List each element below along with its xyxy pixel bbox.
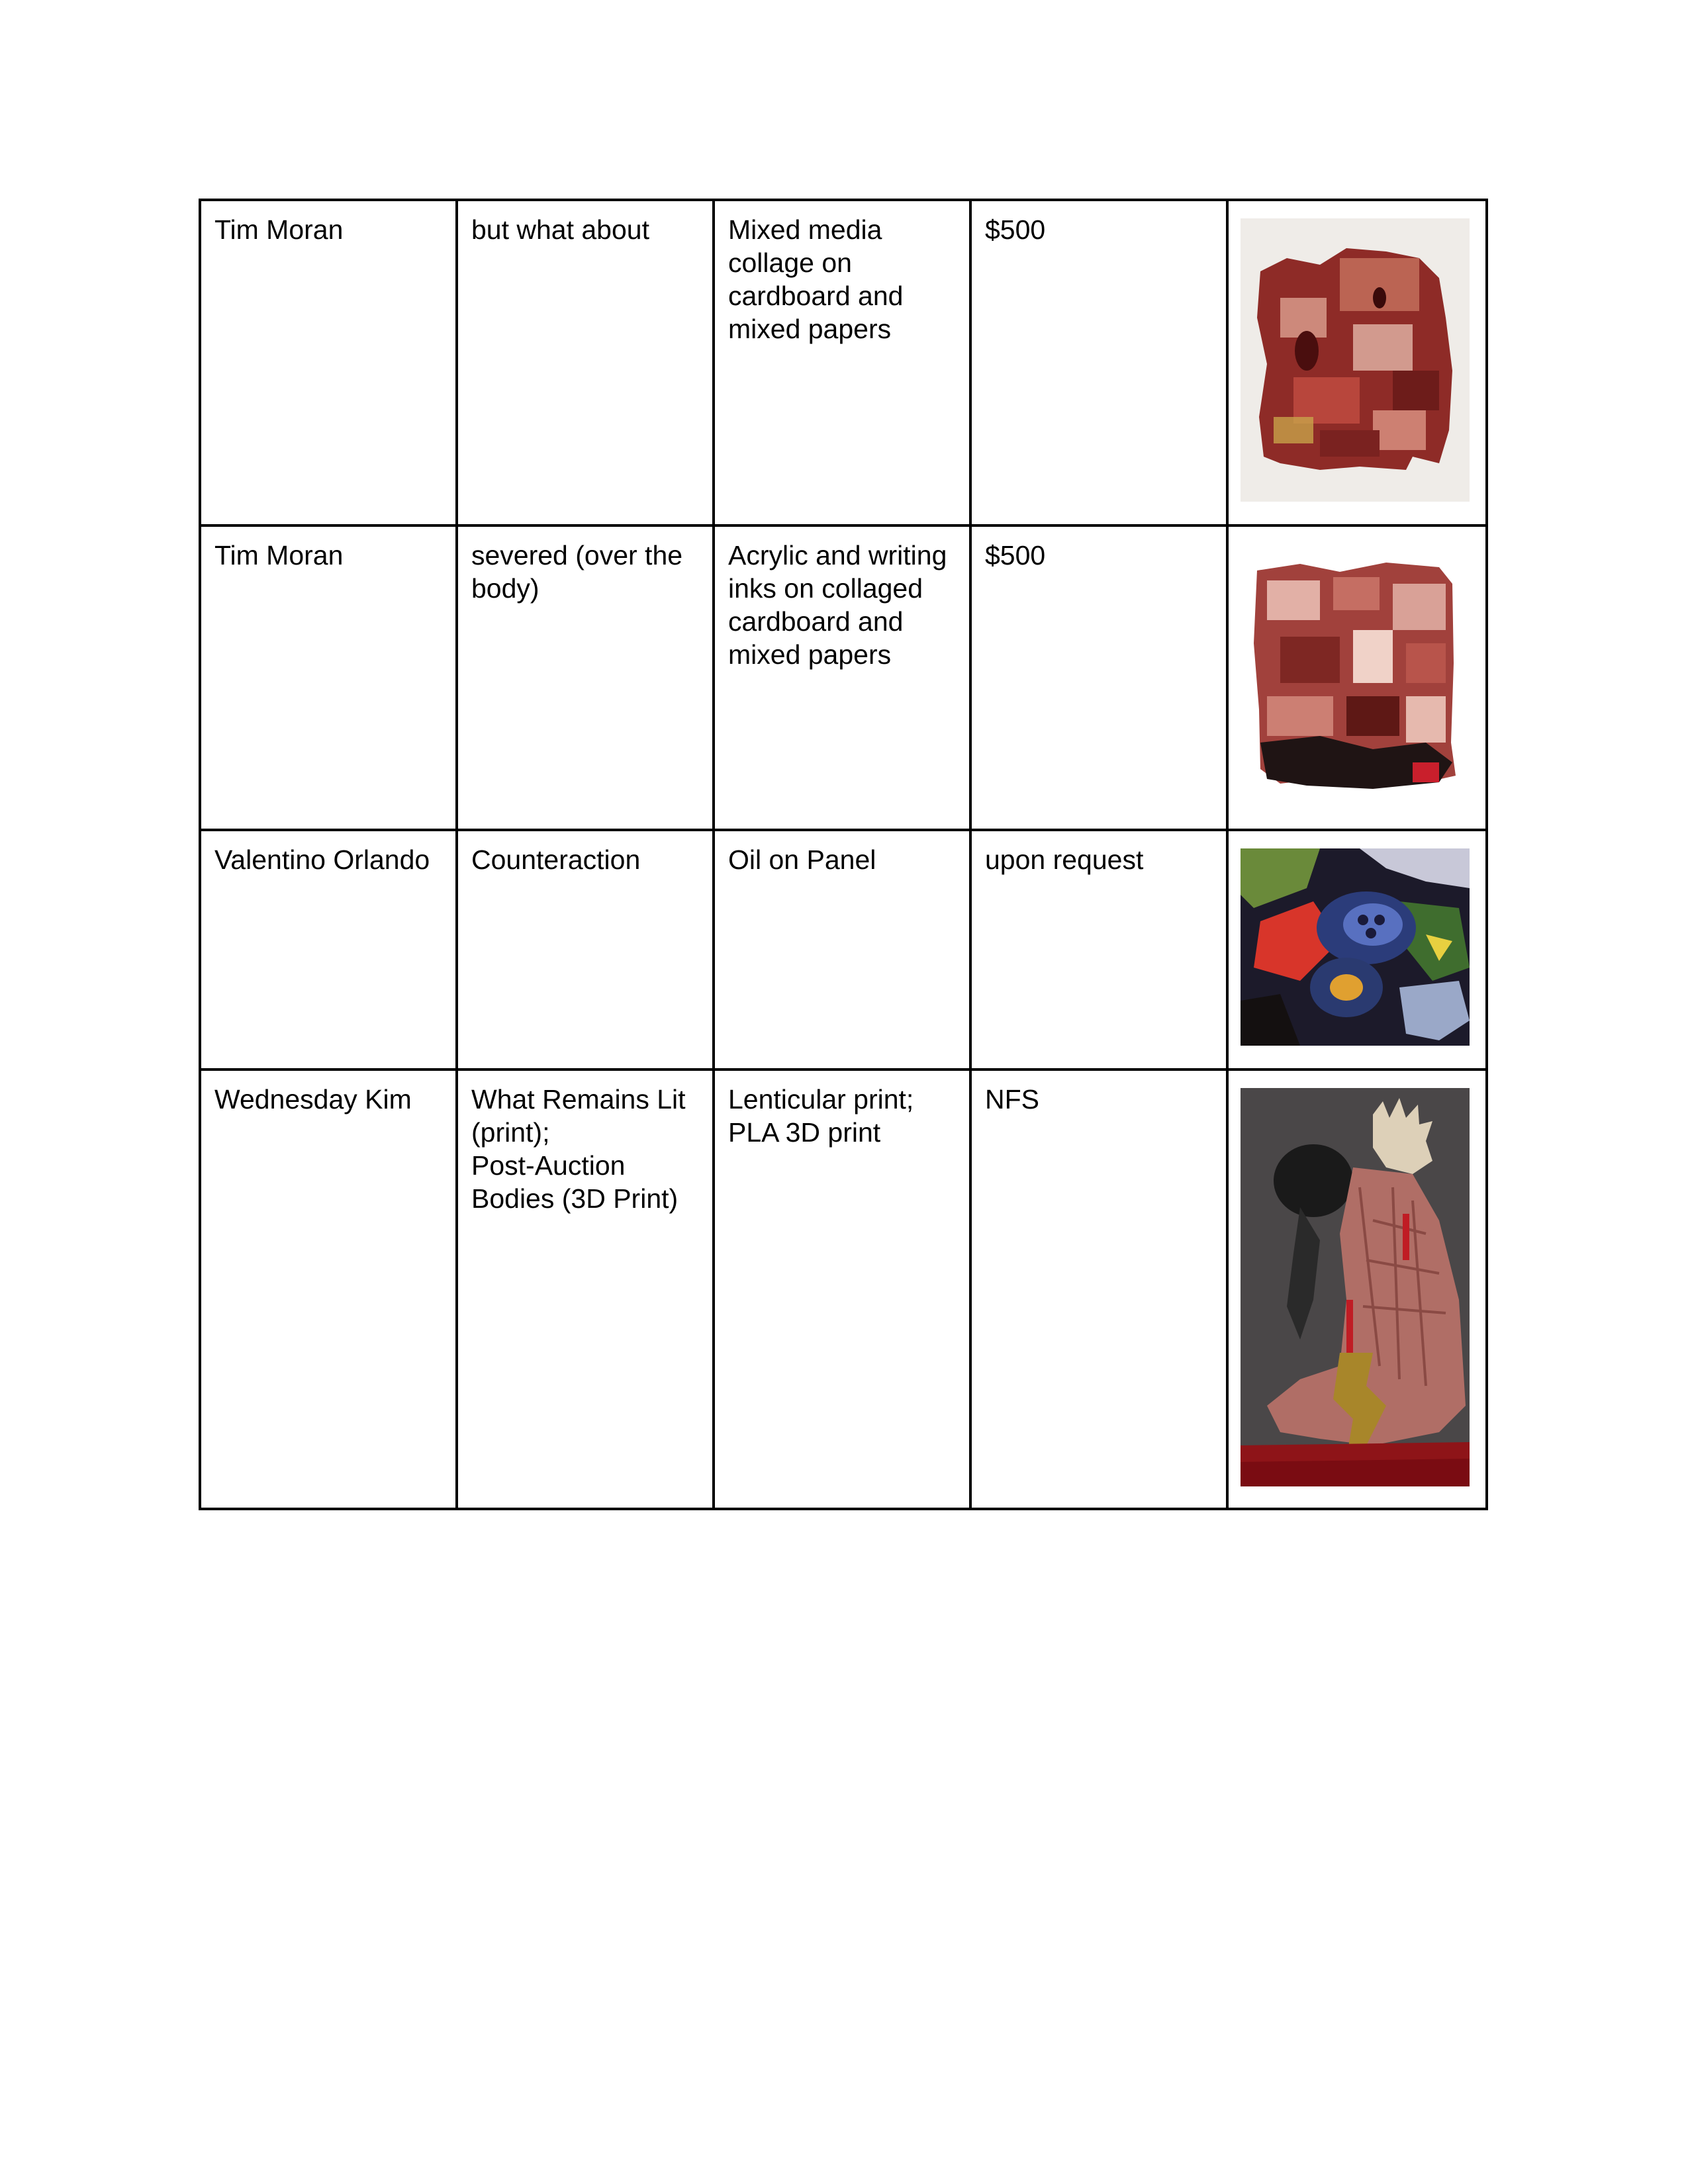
image-cell [1227,525,1487,830]
figurative-render-image [1241,1088,1470,1486]
price-cell: upon request [970,830,1227,1069]
table-row [200,830,1487,1069]
price-cell: $500 [970,525,1227,830]
artist-cell: Wednesday Kim [200,1069,457,1509]
title-cell [457,200,714,525]
price-cell: $500 [970,200,1227,525]
artist-cell: Tim Moran [200,525,457,830]
title-line: Counteraction [471,844,641,875]
image-cell [1227,830,1487,1069]
image-cell [1227,200,1487,525]
title-cell [457,830,714,1069]
collage-artwork-2-image [1241,544,1470,806]
medium-cell: Acrylic and writing inks on collaged cardboard and mixed papers [714,525,970,830]
abstract-painting-image [1241,848,1470,1046]
title-line: but what about [471,214,649,245]
title-line: severed (over the body) [471,540,683,604]
title-line: Post-Auction Bodies (3D Print) [471,1150,679,1214]
artist-cell: Valentino Orlando [200,830,457,1069]
title-cell [457,1069,714,1509]
title-cell [457,525,714,830]
artist-cell: Tim Moran [200,200,457,525]
price-cell: NFS [970,1069,1227,1509]
table-row [200,525,1487,830]
artwork-table [199,199,1488,1510]
title-line: What Remains Lit (print); [471,1084,686,1148]
table-row [200,1069,1487,1509]
medium-cell: Mixed media collage on cardboard and mixed papers [714,200,970,525]
medium-cell: Lenticular print; PLA 3D print [714,1069,970,1509]
table-row [200,200,1487,525]
collage-artwork-1-image [1241,218,1470,502]
medium-cell: Oil on Panel [714,830,970,1069]
image-cell [1227,1069,1487,1509]
